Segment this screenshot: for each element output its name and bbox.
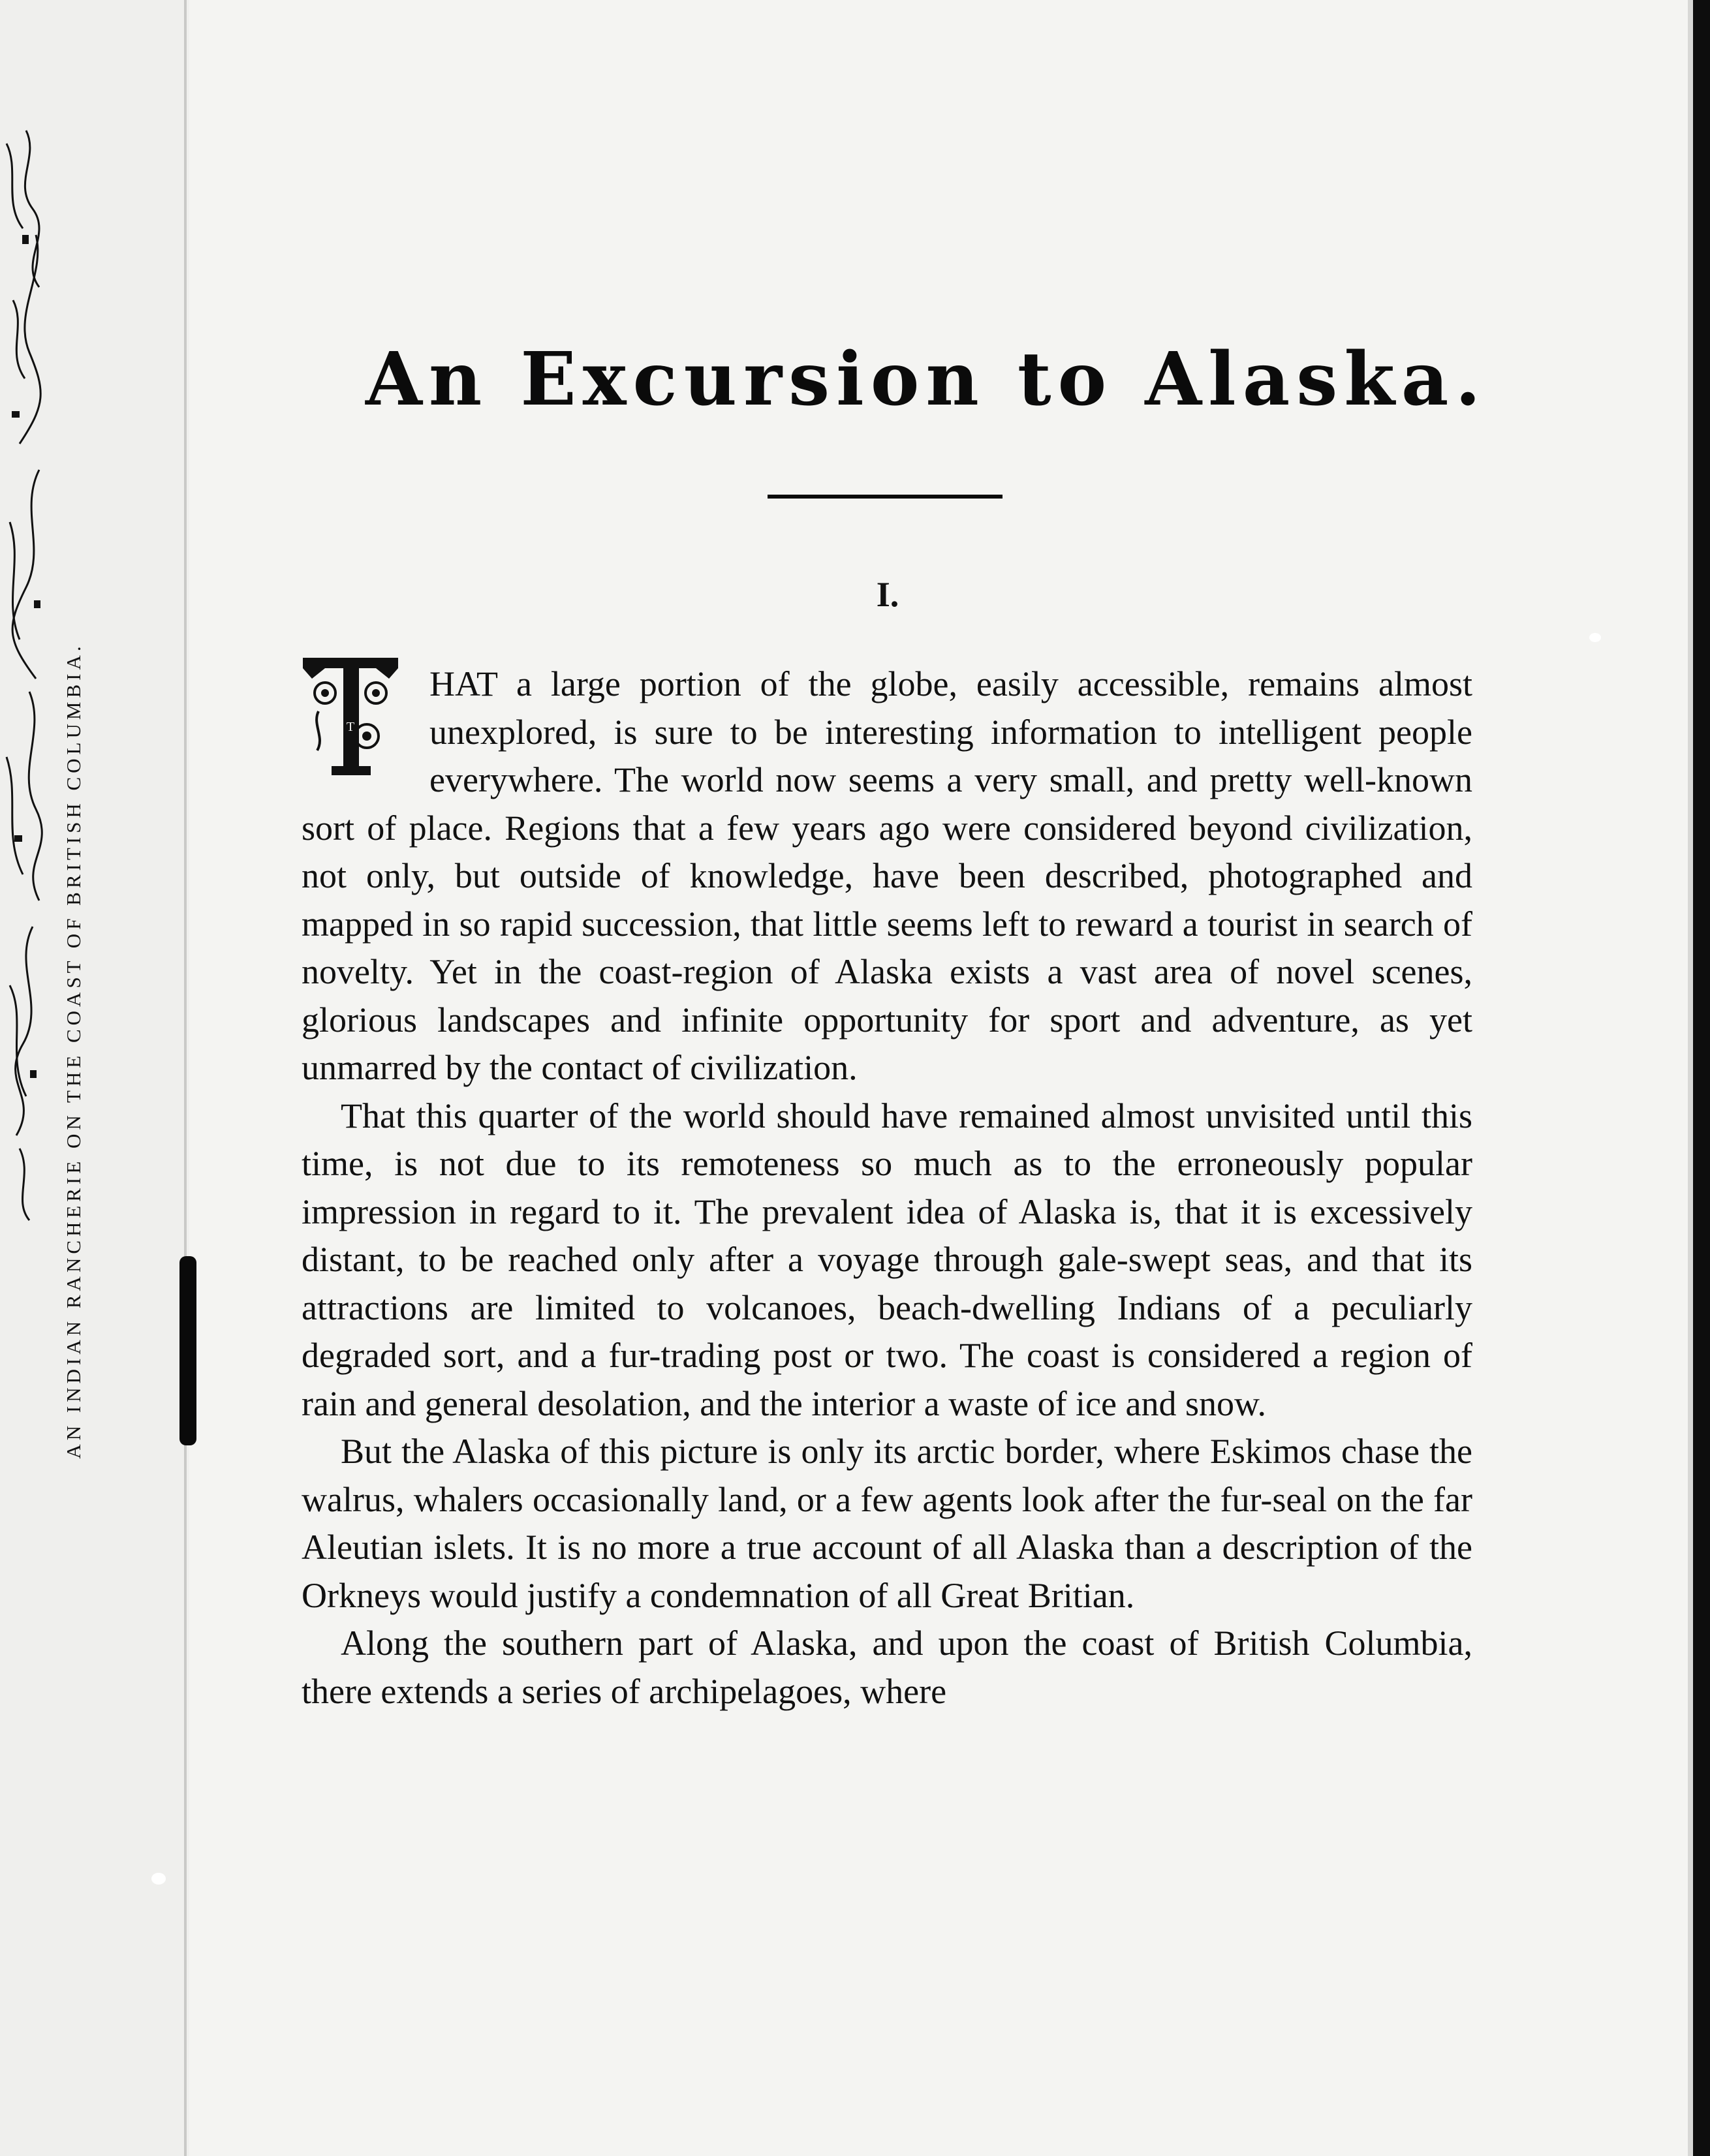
plate-illustration-fragment — [0, 104, 52, 1227]
plate-caption: AN INDIAN RANCHERIE ON THE COAST OF BRITISH COLUMBIA. — [62, 642, 85, 1459]
section-number: I. — [876, 575, 899, 614]
scan-speck — [1589, 633, 1601, 642]
paragraph-4: Along the southern part of Alaska, and upon the coast of British Columbia, there extends a series of archipelagoes, where — [302, 1624, 1472, 1711]
scan-edge-shadow — [1688, 0, 1693, 2156]
paragraph-1-text: HAT a large portion of the globe, easily accessible, remains almost unexplored, is sure to be interesting information to intelligent people everywhere. The world now seems a very small, and pretty well-known sort of place. Regions that a few years ago were considered beyond civilization, not only, but outside of knowledge, have been described, photographed and mapped in so rapid succession, that little seems left to reward a tourist in search of novelty. Yet in the coast-region of Alaska exists a vast area of novel scenes, glorious landscapes and infinite opportunity for sport and adventure, as yet unmarred by the contact of civilization. — [302, 664, 1472, 1087]
paragraph-3: But the Alaska of this picture is only its arctic border, where Eskimos chase the walrus, whalers occasionally land, or a few agents look after the fur-seal on the far Aleutian islets. It is no more a true account of all Alaska than a description of the Orkneys would justify a condemnation of all Great Britian. — [302, 1432, 1472, 1615]
body-text — [302, 660, 1472, 1716]
scan-speck — [151, 1873, 166, 1885]
title-rule — [768, 495, 1003, 499]
binding-mark — [179, 1256, 196, 1445]
scan-edge-border — [1693, 0, 1710, 2156]
dropcap-space — [302, 660, 429, 799]
page-title: An Excursion to Alaska. — [365, 337, 1487, 422]
paragraph-2: That this quarter of the world should have remained almost unvisited until this time, is not due to its remoteness so much as to the erroneously popular impression in regard to it. The prevalent idea of Alaska is, that it is excessively distant, to be reached only after a voyage through gale-swept seas, and that its attractions are limited to volcanoes, beach-dwelling Indians of a peculiarly degraded sort, and a fur-trading post or two. The coast is considered a region of rain and general desolation, and the interior a waste of ice and snow. — [302, 1096, 1472, 1423]
paragraph-1 — [302, 660, 1472, 1092]
page-fold-line — [184, 0, 187, 2156]
dropcap-letter: T — [346, 720, 355, 734]
